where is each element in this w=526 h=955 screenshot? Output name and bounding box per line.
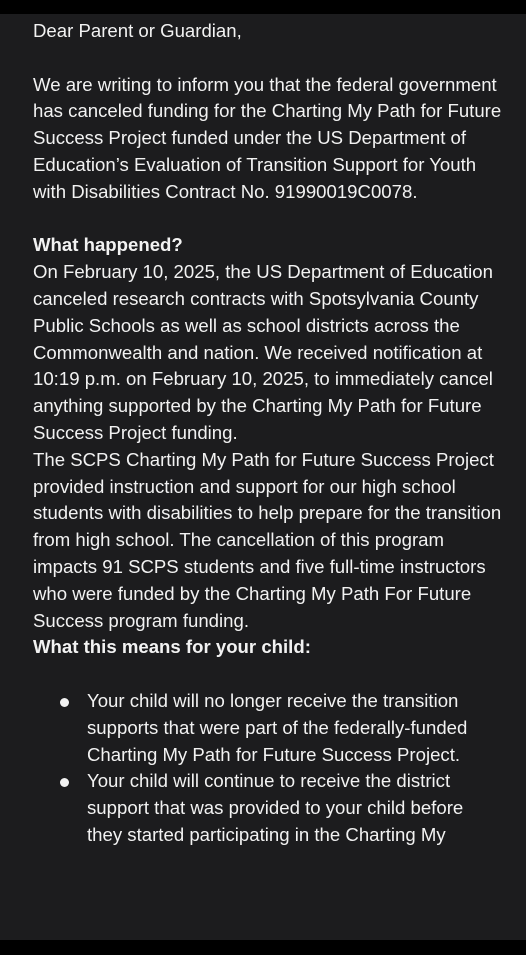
what-happened-paragraph-1: On February 10, 2025, the US Department of Education canceled research contracts with Spotsylvania County Public Schools as well as school districts across the Commonwealth and nation. We received notification at 10:19 p.m. on February 10, 2025, to immediately cancel anything supported by the Charting My Path for Future Success Project funding. xyxy=(33,261,493,443)
letter-intro-paragraph: We are writing to inform you that the federal government has canceled funding for the Charting My Path for Future Success Project funded under the US Department of Education’s Evaluation of Transition Support for Youth with Disabilities Contract No. 91990019C0078. xyxy=(33,73,502,202)
what-happened-heading: What happened? xyxy=(33,234,183,256)
letter-body xyxy=(33,18,503,849)
bottom-frame-bar xyxy=(0,940,526,955)
what-happened-paragraph-2: The SCPS Charting My Path for Future Success Project provided instruction and support for our high school students with disabilities to help prepare for the transition from high school. The cancellation of this program impacts 91 SCPS students and five full-time instructors who were funded by the Charting My Path For Future Success program funding. xyxy=(33,448,502,631)
bullet-text: Your child will no longer receive the transition supports that were part of the federally-funded Charting My Path for Future Success Project. xyxy=(87,689,468,765)
list-item xyxy=(32,768,503,848)
top-frame-bar xyxy=(0,0,526,14)
bullet-icon xyxy=(60,778,69,787)
bullet-text: Your child will continue to receive the district support that was provided to your child before they started participating in the Charting My xyxy=(87,770,464,845)
list-item xyxy=(32,688,503,768)
bullet-icon xyxy=(60,698,69,707)
paragraph-gap xyxy=(33,206,503,233)
paragraph-gap xyxy=(33,661,503,688)
letter-greeting: Dear Parent or Guardian, xyxy=(33,20,242,41)
paragraph-gap xyxy=(33,45,503,72)
impact-bullet-list xyxy=(33,688,503,849)
letter-view[interactable] xyxy=(0,14,526,940)
what-this-means-heading: What this means for your child: xyxy=(33,636,311,658)
